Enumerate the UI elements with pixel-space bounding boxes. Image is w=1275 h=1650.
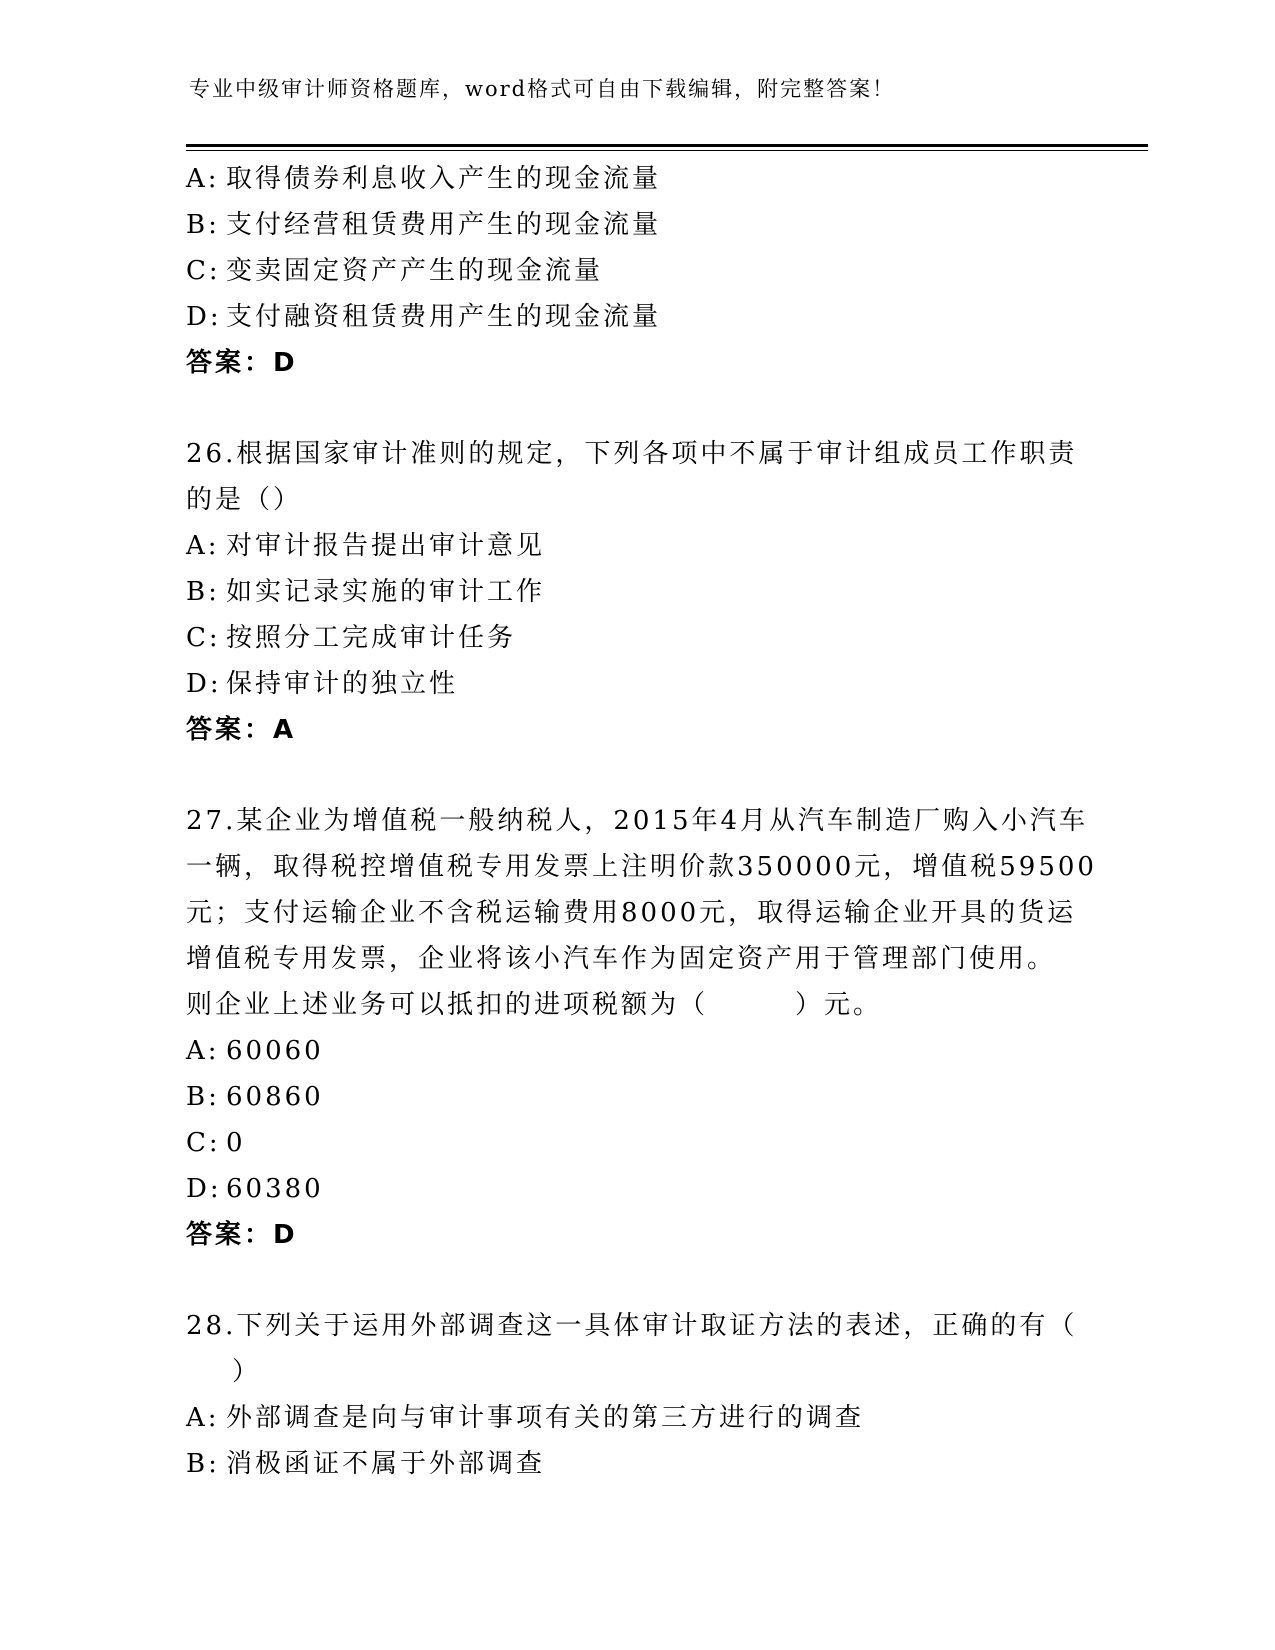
option-c: C: 变卖固定资产产生的现金流量 (186, 256, 604, 286)
page-header: 专业中级审计师资格题库，word格式可自由下载编辑，附完整答案！ (189, 77, 896, 101)
option-d: D: 60380 (186, 1174, 324, 1204)
question-content (186, 156, 1097, 1487)
option-a: A: 外部调查是向与审计事项有关的第三方进行的调查 (186, 1403, 865, 1433)
answer-line: 答案：A (186, 715, 297, 745)
header-rule-thick (186, 144, 1148, 147)
question-text: 的是（） (186, 485, 303, 515)
question-25 (186, 156, 1086, 386)
option-c: C: 0 (186, 1128, 246, 1158)
question-26 (186, 431, 1086, 753)
option-a: A: 对审计报告提出审计意见 (186, 531, 546, 561)
option-d: D: 保持审计的独立性 (186, 669, 459, 699)
question-text: 增值税专用发票，企业将该小汽车作为固定资产用于管理部门使用。 (186, 944, 1057, 974)
option-a: A: 取得债券利息收入产生的现金流量 (186, 164, 662, 194)
question-27 (186, 798, 1097, 1258)
question-text: 一辆，取得税控增值税专用发票上注明价款350000元，增值税59500 (186, 852, 1097, 882)
option-a: A: 60060 (186, 1036, 324, 1066)
option-b: B: 如实记录实施的审计工作 (186, 577, 546, 607)
header-rule-thin (186, 150, 1148, 151)
question-text: 27.某企业为增值税一般纳税人，2015年4月从汽车制造厂购入小汽车 (186, 806, 1089, 836)
option-c: C: 按照分工完成审计任务 (186, 623, 517, 653)
question-text: 元；支付运输企业不含税运输费用8000元，取得运输企业开具的货运 (186, 898, 1077, 928)
question-28 (186, 1303, 1086, 1487)
option-b: B: 60860 (186, 1082, 324, 1112)
option-b: B: 支付经营租赁费用产生的现金流量 (186, 210, 662, 240)
answer-line: 答案：D (186, 348, 298, 378)
option-d: D: 支付融资租赁费用产生的现金流量 (186, 302, 662, 332)
question-text: 26.根据国家审计准则的规定，下列各项中不属于审计组成员工作职责 (186, 439, 1078, 469)
answer-line: 答案：D (186, 1220, 298, 1250)
question-text: ） (232, 1357, 262, 1387)
question-text: 28.下列关于运用外部调查这一具体审计取证方法的表述，正确的有（ (186, 1311, 1078, 1341)
option-b: B: 消极函证不属于外部调查 (186, 1449, 546, 1479)
question-text: 则企业上述业务可以抵扣的进项税额为（ ）元。 (186, 990, 883, 1020)
